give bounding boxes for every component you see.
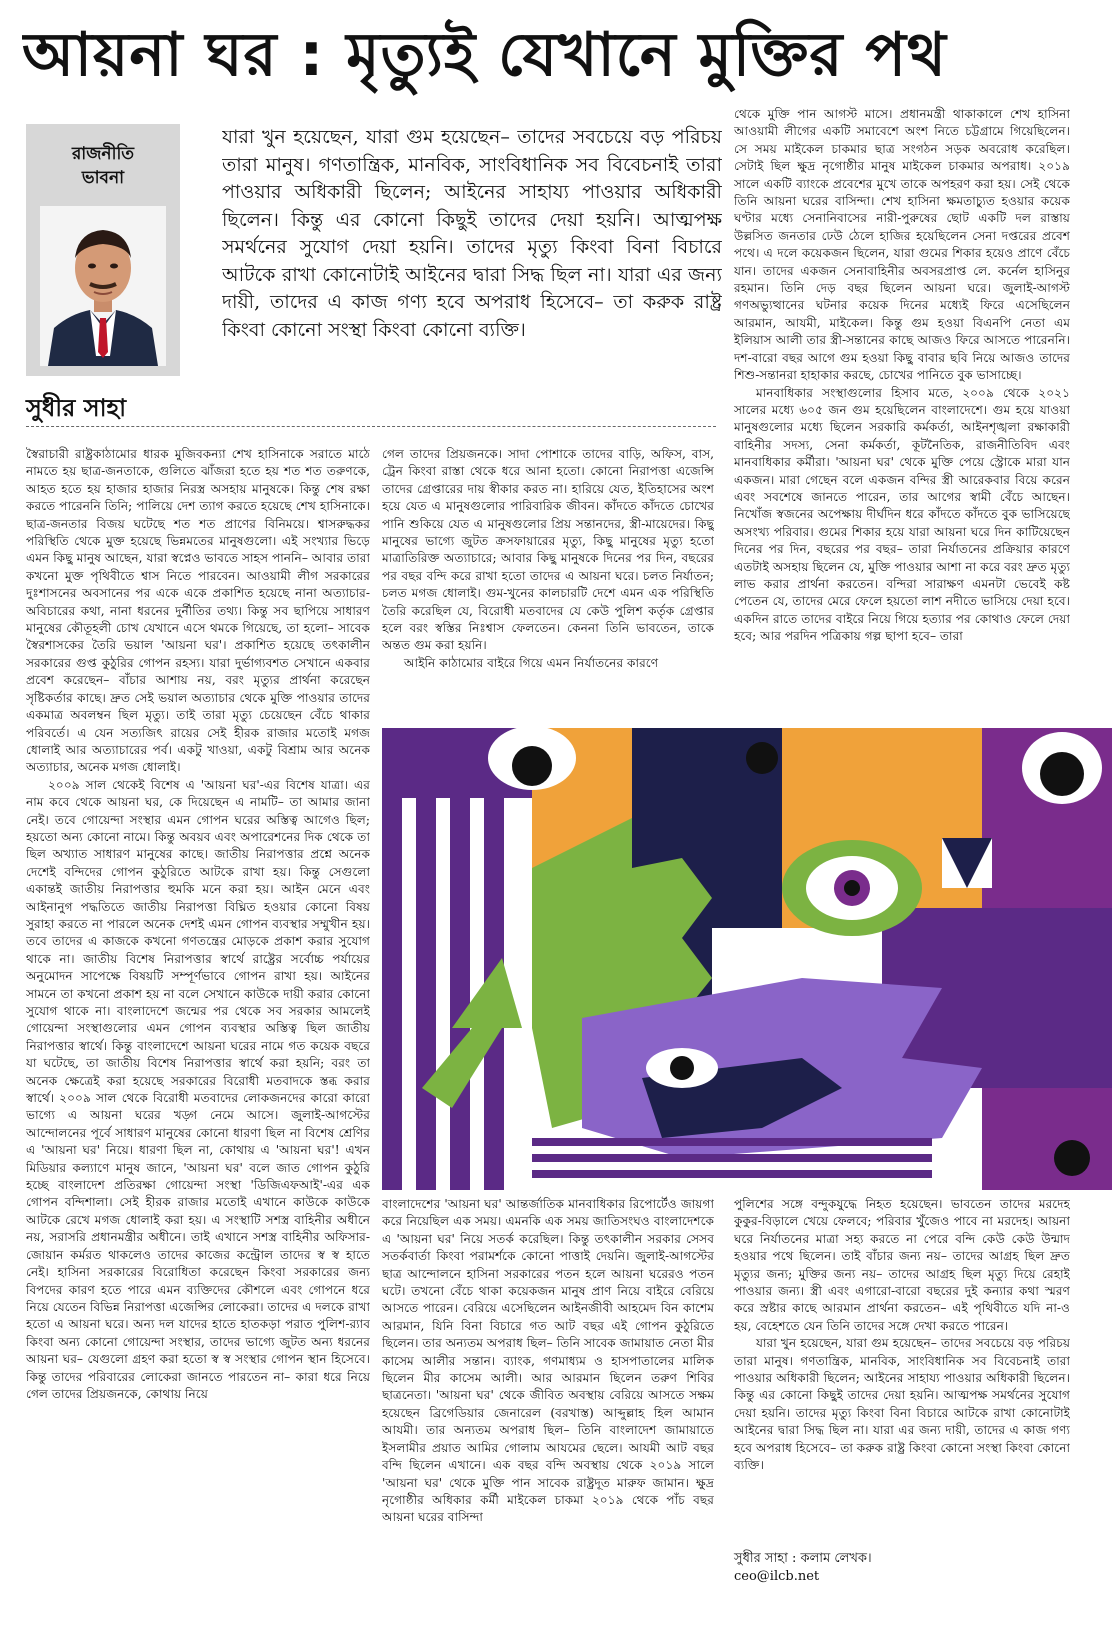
paragraph: যারা খুন হয়েছেন, যারা গুম হয়েছেন– তাদের সবচেয়ে বড় পরিচয় তারা মানুষ। গণতান্ত্রিক, মানবিক, সাংবিধানিক সব বিবেচনাই তারা পাওয়ার অধিকারী ছিলেন; আইনের সাহায্য পাওয়ার অধিকারী ছিলেন। কিন্তু এর কোনো কিছুই তাদের দেয়া হয়নি। আত্মপক্ষ সমর্থনের সুযোগ দেয়া হয়নি। তাদের মৃত্যু কিংবা বিনা বিচারে আটকে রাখা কোনোটাই আইনের দ্বারা সিদ্ধ ছিল না। যারা এর জন্য দায়ী, তাদের এ কাজ গণ্য হবে অপরাধ হিসেবে– তা করুক রাষ্ট্র কিংবা কোনো সংস্থা কিংবা কোনো ব্যক্তি।: [734, 1336, 1070, 1473]
byline-divider: [26, 426, 716, 427]
illustration: [382, 728, 1112, 1190]
column-2-bottom: [382, 1196, 714, 1622]
headline: আয়না ঘর : মৃত্যুই যেখানে মুক্তির পথ: [22, 20, 947, 90]
lead-paragraph: [222, 124, 722, 374]
author-portrait-icon: [40, 206, 166, 366]
author-credit: [734, 1550, 1070, 1586]
column-3-top: [734, 106, 1070, 722]
column-1: [26, 446, 370, 1622]
paragraph: পুলিশের সঙ্গে বন্দুকযুদ্ধে নিহত হয়েছেন। ভাবতেন তাদের মরদেহ কুকুর-বিড়ালে খেয়ে ফেলবে; পরিবার খুঁজেও পাবে না মরদেহ। আয়না ঘরে নির্যাতনের মাত্রা সহ্য করতে না পেরে বন্দি কেউ কেউ উন্মাদ হওয়ার পথে ছিলেন। তাই বাঁচার জন্য নয়– তাদের আগ্রহ ছিল দ্রুত মৃত্যুর জন্য; মুক্তির জন্য নয়– তাদের আগ্রহ ছিল মৃত্যু দিয়ে রেহাই পাওয়ার জন্য। স্ত্রী এবং এগারো-বারো বছরের দুই কন্যার কথা স্মরণ করে স্রষ্টার কাছে আরমান প্রার্থনা করতেন– এই পৃথিবীতে যদি না-ও হয়, বেহেশতে যেন তিনি তাদের সঙ্গে দেখা করতে পারেন।: [734, 1197, 1070, 1333]
paragraph: আইনি কাঠামোর বাইরে গিয়ে এমন নির্যাতনের কারণে: [404, 655, 659, 670]
section-label: [26, 142, 180, 190]
column-2-top: [382, 446, 714, 722]
abstract-faces-illustration-icon: [382, 728, 1112, 1190]
paragraph: গেল তাদের প্রিয়জনকে। সাদা পোশাকে তাদের বাড়ি, অফিস, বাস, ট্রেন কিংবা রাস্তা থেকে ধরে আনা হতো। কোনো নিরাপত্তা এজেন্সি তাদের গ্রেপ্তারের দায় স্বীকার করত না। হারিয়ে যেত, ইতিহাসের অংশ হয়ে যেত এ মানুষগুলোর পারিবারিক জীবন। কাঁদতে কাঁদতে চোখের পানি শুকিয়ে যেত এ মানুষগুলোর প্রিয় সন্তানদের, স্ত্রী-মায়েদের। কিছু মানুষের ভাগ্যে জুটত ক্রসফায়ারের মৃত্যু, কিছু মানুষের মৃত্যু হতো মাত্রাতিরিক্ত অত্যাচারে; আবার কিছু মানুষকে দিনের পর দিন, বছরের পর বছর বন্দি করে রাখা হতো তাদের এ আয়না ঘরে। চলত নির্যাতন; চলত মগজ ধোলাই। গুম-খুনের কালচারটি দেশে এমন এক পরিস্থিতি তৈরি করেছিল যে, বিরোধী মতবাদের যে কেউ পুলিশ কর্তৃক গ্রেপ্তার হলে বরং স্বস্তির নিঃশ্বাস ফেলতেন। কেননা তিনি ভাবতেন, তাকে অন্তত গুম করা হয়নি।: [382, 447, 714, 653]
credit-line: সুধীর সাহা : কলাম লেখক।: [734, 1551, 872, 1566]
section-label-text: রাজনীতি ভাবনা: [71, 144, 135, 188]
paragraph: ২০০৯ সাল থেকেই বিশেষ এ 'আয়না ঘর'-এর বিশেষ যাত্রা। এর নাম কবে থেকে আয়না ঘর, কে দিয়েছেন এ নামটি– তা আমার জানা নেই। তবে গোয়েন্দা সংস্থার এমন গোপন ঘরের অস্তিত্ব আগেও ছিল; হয়তো অন্য কোনো নামে। কিন্তু অবয়ব এবং অপারেশনের দিক থেকে তা ছিল অখ্যাত সাধারণ মানুষের কাছে। জাতীয় নিরাপত্তার প্রশ্নে অনেক দেশেই বন্দিদের গোপন কুঠুরিতে আটকে রাখা হয়। কিন্তু সেগুলো একান্তই জাতীয় নিরাপত্তার হুমকি মনে করা হয়। আইন মেনে এবং আইনানুগ পদ্ধতিতে জাতীয় নিরাপত্তা বিঘ্নিত হওয়ার কোনো বিষয় সুরাহা করতে না পারলে অনেক দেশই এমন গোপন ব্যবস্থার সম্মুখীন হয়। তবে তাদের এ কাজকে কখনো গণতন্ত্রের মোড়কে প্রকাশ করার সুযোগ থাকে না। জাতীয় বিশেষ নিরাপত্তার স্বার্থে রাষ্ট্রের সর্বোচ্চ পর্যায়ের অনুমোদন সাপেক্ষে বিষয়টি সম্পূর্ণভাবে গোপন রাখা হয়। আইনের সামনে তা কখনো প্রকাশ হয় না বলে সেখানে কাউকে দায়ী করার কোনো সুযোগ থাকে না। বাংলাদেশে জন্মের পর থেকে সব সরকার আমলেই গোয়েন্দা সংস্থাগুলোর এমন গোপন ব্যবস্থার অস্তিত্ব ছিল জাতীয় নিরাপত্তার স্বার্থে। কিন্তু বাংলাদেশে আয়না ঘরের নামে গত কয়েক বছরে যা ঘটেছে, তা জাতীয় বিশেষ নিরাপত্তার স্বার্থে করা হয়নি; বরং তা অনেক ক্ষেত্রেই করা হয়েছে সরকারের বিরোধী মতবাদকে স্তব্ধ করার স্বার্থে। ২০০৯ সাল থেকে বিরোধী মতবাদের লোকজনদের কারো কারো ভাগ্যে এ আয়না ঘরের খড়্গ নেমে আসে। জুলাই-আগস্টের আন্দোলনের পূর্বে সাধারণ মানুষের কোনো ধারণা ছিল না বিশেষ শ্রেণির এ 'আয়না ঘর' নিয়ে। ধারণা ছিল না, কোথায় এ 'আয়না ঘর'! এখন মিডিয়ার কল্যাণে মানুষ জানে, 'আয়না ঘর' বলে জাত গোপন কুঠুরি হচ্ছে বাংলাদেশ প্রতিরক্ষা গোয়েন্দা সংস্থা 'ডিজিএফআই'-এর এক গোপন বন্দিশালা। সেই হীরক রাজার মতোই এখানে কাউকে কাউকে আটকে রেখে মগজ ধোলাই করা হয়। এ সংস্থাটি সশস্ত্র বাহিনীর অধীনে নয়, সরাসরি প্রধানমন্ত্রীর অধীনে। তাই এখানে সশস্ত্র বাহিনীর অফিসার-জোয়ান কর্মরত থাকলেও তাদের কাজের কন্ট্রোল তাদের স্ব স্ব হাতে নেই। হাসিনা সরকারের বিরোধিতা করেছেন কিংবা সরকারের জন্য বিপদের কারণ হতে পারে এমন ব্যক্তিদের কৌশলে এবং গোপনে ধরে নিয়ে যেতেন বিভিন্ন নিরাপত্তা এজেন্সির লোকেরা। তাদের এ দলকে রাখা হতো এ আয়না ঘরে। অন্য দল যাদের হাতে হাতকড়া পরাত পুলিশ-র‍্যাব কিংবা অন্য কোনো গোয়েন্দা সংস্থার, তাদের ভাগ্যে জুটত অন্য ধরনের আয়না ঘর– যেগুলো গ্রহণ করা হতো স্ব স্ব সংস্থার গোপন স্থান হিসেবে। কিন্তু তাদের পরিবারের লোকেরা জানতে পারতেন না– কারা ধরে নিয়ে গেল তাদের প্রিয়জনকে, কোথায় নিয়ে: [26, 777, 370, 1401]
paragraph: মানবাধিকার সংস্থাগুলোর হিসাব মতে, ২০০৯ থেকে ২০২১ সালের মধ্যে ৬০৫ জন গুম হয়েছিলেন বাংলাদেশে। গুম হয়ে যাওয়া মানুষগুলোর মধ্যে ছিলেন সরকারি কর্মকর্তা, আইনশৃঙ্খলা রক্ষাকারী বাহিনীর সদস্য, সেনা কর্মকর্তা, কূটনৈতিক, রাজনীতিবিদ এবং মানবাধিকার কর্মীরা। 'আয়না ঘর' থেকে মুক্তি পেয়ে স্ট্রোকে মারা যান একজন। মারা গেছেন বলে একজন বন্দির স্ত্রী আরেকবার বিয়ে করেন এবং সবশেষে জানতে পারেন, তার আগের স্বামী বেঁচে আছেন। নিখোঁজ স্বজনের অপেক্ষায় দীর্ঘদিন ধরে কাঁদতে কাঁদতে বুক ভাসিয়েছে অসংখ্য পরিবার। গুমের শিকার হয়ে যারা আয়না ঘরে দিন কাটিয়েছেন দিনের পর দিন, বছরের পর বছর– তারা নির্যাতনের প্রক্রিয়ার কারণে এতটাই অসহায় ছিলেন যে, মুক্তি পাওয়ার আশা না করে বরং দ্রুত মৃত্যু লাভ করার প্রার্থনা করতেন। বন্দিরা সারাক্ষণ এমনটা ভেবেই কষ্ট পেতেন যে, তাদের মেরে ফেলে হয়তো লাশ নদীতে ভাসিয়ে দেয়া হবে। একদিন রাতে তাদের বাইরে নিয়ে গিয়ে হত্যার পর কোথাও ফেলে দেয়া হবে; আর পরদিন পত্রিকায় গল্প ছাপা হবে– তারা: [734, 385, 1070, 644]
paragraph: বাংলাদেশের 'আয়না ঘর' আন্তর্জাতিক মানবাধিকার রিপোর্টেও জায়গা করে নিয়েছিল এক সময়। এমনকি এক সময় জাতিসংঘও বাংলাদেশকে এ 'আয়না ঘর' নিয়ে সতর্ক করেছিল। কিন্তু তৎকালীন সরকার সেসব সতর্কবার্তা কিংবা পরামর্শকে কোনো পাত্তাই দেয়নি। জুলাই-আগস্টের ছাত্র আন্দোলনে হাসিনা সরকারের পতন হলে আয়না ঘরেরও পতন ঘটে। তখনো বেঁচে থাকা কয়েকজন মানুষ প্রাণ নিয়ে বাইরে বেরিয়ে আসতে পারেন। বেরিয়ে এসেছিলেন আইনজীবী আহমেদ বিন কাশেম আরমান, যিনি বিনা বিচারে গত আট বছর এই গোপন কুঠুরিতে ছিলেন। তার অন্যতম অপরাধ ছিল– তিনি সাবেক জামায়াত নেতা মীর কাসেম আলীর সন্তান। ব্যাংক, গণমাধ্যম ও হাসপাতালের মালিক ছিলেন মীর কাসেম আলী। আর আরমান ছিলেন তরুণ শিবির ছাত্রনেতা। 'আয়না ঘর' থেকে জীবিত অবস্থায় বেরিয়ে আসতে সক্ষম হয়েছেন ব্রিগেডিয়ার জেনারেল (বরখাস্ত) আব্দুল্লাহ হিল আমান আযমী। তার অন্যতম অপরাধ ছিল– তিনি বাংলাদেশ জামায়াতে ইসলামীর প্রয়াত আমির গোলাম আযমের ছেলে। আযমী আট বছর বন্দি ছিলেন এখানে। এক বছর বন্দি অবস্থায় থেকে ২০১৯ সালে 'আয়না ঘর' থেকে মুক্তি পান সাবেক রাষ্ট্রদূত মারুফ জামান। ক্ষুদ্র নৃগোষ্ঠীর অধিকার কর্মী মাইকেল চাকমা ২০১৯ থেকে পাঁচ বছর আয়না ঘরের বাসিন্দা: [382, 1197, 714, 1525]
byline: সুধীর সাহা: [26, 393, 127, 422]
paragraph: স্বৈরাচারী রাষ্ট্রকাঠামোর ধারক মুজিবকন্যা শেখ হাসিনাকে সরাতে মাঠে নামতে হয় ছাত্র-জনতাকে, গুলিতে ঝাঁজরা হতে হয় শত শত তরুণকে, আহত হতে হয় হাজার হাজার নিরস্ত্র অসহায় মানুষকে। কিন্তু শেষ রক্ষা করতে পারেননি তিনি; পালিয়ে দেশ ত্যাগ করতে হয়েছে শেখ হাসিনাকে। ছাত্র-জনতার বিজয় ঘটেছে শত শত প্রাণের বিনিময়ে। শ্বাসরুদ্ধকর পরিস্থিতি থেকে মুক্ত হয়েছে ভিন্নমতের মানুষগুলো। এই সংখ্যার ভিড়ে এমন কিছু মানুষ আছেন, যারা স্বপ্নেও ভাবতে সাহস পাননি– আবার তারা কখনো মুক্ত পৃথিবীতে শ্বাস নিতে পারবেন। আওয়ামী লীগ সরকারের দুঃশাসনের অবসানের পর একে একে প্রকাশিত হয়েছে নানা অত্যাচার-অবিচারের কথা, নানা ধরনের দুর্নীতির তথ্য। কিন্তু সব ছাপিয়ে সাধারণ মানুষের কৌতূহলী চোখ যেখানে এসে থমকে গিয়েছে, তা হলো– সাবেক স্বৈরশাসকের তৈরি ভয়াল 'আয়না ঘর'। প্রকাশিত হয়েছে তৎকালীন সরকারের গুপ্ত কুঠুরির গোপন রহস্য। যারা দুর্ভাগ্যবশত সেখানে একবার প্রবেশ করেছেন– বাঁচার আশায় নয়, বরং মৃত্যুর প্রার্থনা করেছেন সৃষ্টিকর্তার কাছে। দ্রুত সেই ভয়াল অত্যাচার থেকে মুক্তি পাওয়ার তাদের একমাত্র অবলম্বন ছিল মৃত্যু। তাই তারা মৃত্যু চেয়েছেন বেঁচে থাকার পরিবর্তে। এ যেন সত্যজিৎ রায়ের সেই হীরক রাজার মতোই মগজ ধোলাই আর অত্যাচারের পর্ব। একটু খাওয়া, একটু বিশ্রাম আর অনেক অত্যাচার, অনেক মগজ ধোলাই।: [26, 447, 370, 775]
paragraph: থেকে মুক্তি পান আগস্ট মাসে। প্রধানমন্ত্রী থাকাকালে শেখ হাসিনা আওয়ামী লীগের একটি সমাবেশে অংশ নিতে চট্টগ্রামে গিয়েছিলেন। সে সময় মাইকেল চাকমার ছাত্র সংগঠন সড়ক অবরোধ করেছিল। সেটাই ছিল ক্ষুদ্র নৃগোষ্ঠীর মানুষ মাইকেল চাকমার অপরাধ। ২০১৯ সালে একটি ব্যাংকে প্রবেশের মুখে তাকে অপহরণ করা হয়। সেই থেকে তিনি আয়না ঘরের বাসিন্দা। শেখ হাসিনা ক্ষমতাচ্যুত হওয়ার কয়েক ঘণ্টার মধ্যে সেনানিবাসের নারী-পুরুষের ছোট একটি দল রাস্তায় উল্লসিত জনতার ঢেউ ঠেলে হাজির হয়েছিলেন সেনা দপ্তরের প্রবেশ পথে। এ দলে কয়েকজন ছিলেন, যারা গুমের শিকার হয়েও প্রাণে বেঁচে যান। তাদের একজন সেনাবাহিনীর অবসরপ্রাপ্ত লে. কর্নেল হাসিনুর রহমান। তিনি দেড় বছর ছিলেন আয়না ঘরে। জুলাই-আগস্ট গণঅভ্যুত্থানের ঘটনার কয়েক দিনের মধ্যেই ফিরে এসেছিলেন আরমান, আযমী, মাইকেল। কিন্তু গুম হওয়া বিএনপি নেতা এম ইলিয়াস আলী তার স্ত্রী-সন্তানের কাছে আজও ফিরে আসতে পারেননি। দশ-বারো বছর আগে গুম হওয়া কিছু বাবার ছবি নিয়ে আজও তাদের শিশু-সন্তানরা হাহাকার করছে, চোখের পানিতে বুক ভাসাচ্ছে।: [734, 107, 1070, 383]
column-3-bottom: [734, 1196, 1070, 1526]
author-photo: [40, 206, 166, 366]
lead-text: যারা খুন হয়েছেন, যারা গুম হয়েছেন– তাদের সবচেয়ে বড় পরিচয় তারা মানুষ। গণতান্ত্রিক, মানবিক, সাংবিধানিক সব বিবেচনাই তারা পাওয়ার অধিকারী ছিলেন; আইনের সাহায্য পাওয়ার অধিকারী ছিলেন। কিন্তু এর কোনো কিছুই তাদের দেয়া হয়নি। আত্মপক্ষ সমর্থনের সুযোগ দেয়া হয়নি। তাদের মৃত্যু কিংবা বিনা বিচারে আটকে রাখা কোনোটাই আইনের দ্বারা সিদ্ধ ছিল না। যারা এর জন্য দায়ী, তাদের এ কাজ গণ্য হবে অপরাধ হিসেবে– তা করুক রাষ্ট্র কিংবা কোনো সংস্থা কিংবা কোনো ব্যক্তি।: [222, 126, 722, 341]
credit-email[interactable]: ceo@ilcb.net: [734, 1569, 820, 1584]
author-box: [26, 124, 180, 376]
